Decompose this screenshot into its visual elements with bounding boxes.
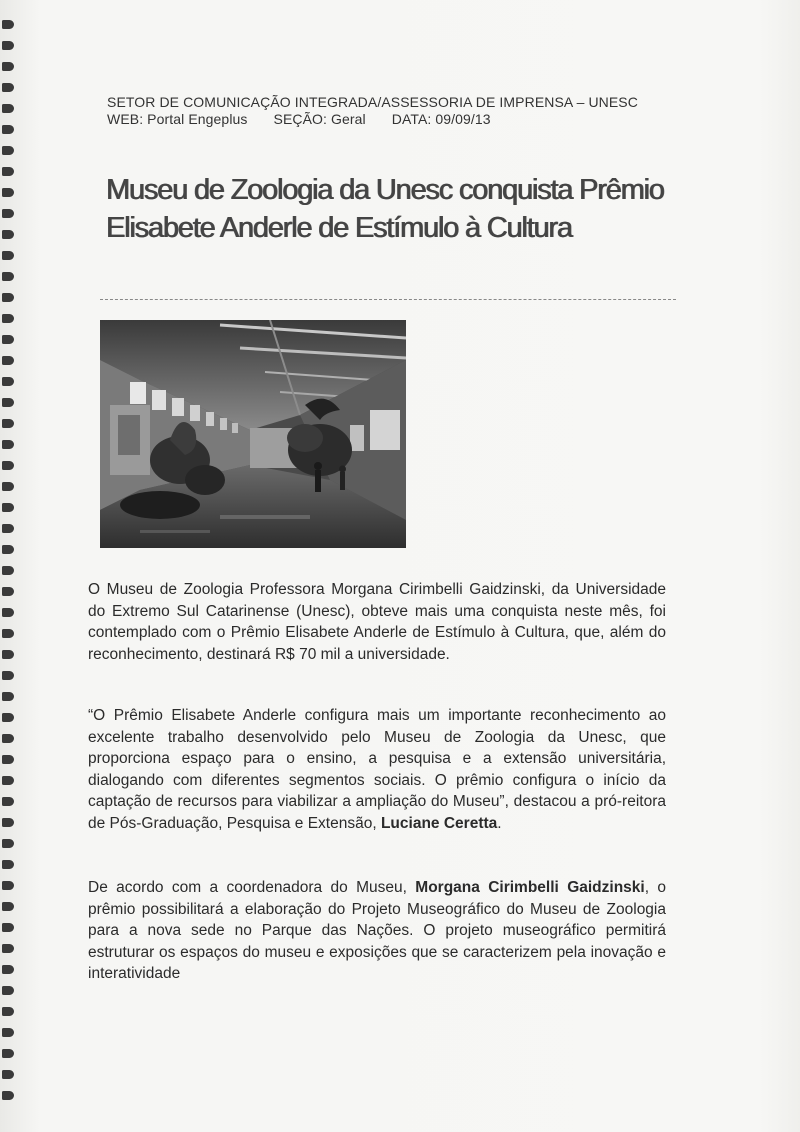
binding-ring bbox=[2, 944, 14, 953]
binding-ring bbox=[2, 188, 14, 197]
binding-ring bbox=[2, 398, 14, 407]
binding-ring bbox=[2, 167, 14, 176]
binding-ring bbox=[2, 860, 14, 869]
quote-text: “O Prêmio Elisabete Anderle configura mais um importante reconhecimento ao excelente trabalho desenvolvido pelo Museu de Zoologia da Unesc, que proporciona espaço para o ensino, a pesquisa e a extensão universitária, dialogando com diferentes segmentos sociais. O prêmio configura o início da captação de recursos para viabilizar a ampliação do Museu”, destacou a pró-reitora de Pós-Graduação, Pesquisa e Extensão, bbox=[88, 707, 666, 832]
binding-ring bbox=[2, 923, 14, 932]
binding-ring bbox=[2, 818, 14, 827]
binding-ring bbox=[2, 608, 14, 617]
binding-ring bbox=[2, 251, 14, 260]
binding-ring bbox=[2, 587, 14, 596]
binding-ring bbox=[2, 146, 14, 155]
binding-ring bbox=[2, 419, 14, 428]
binding-ring bbox=[2, 230, 14, 239]
article-paragraph-1: O Museu de Zoologia Professora Morgana Cirimbelli Gaidzinski, da Universidade do Extremo Sul Catarinense (Unesc), obteve mais uma conquista neste mês, foi contemplado com o Prêmio Elisabete Anderle de Estímulo à Cultura, que, além do reconhecimento, destinará R$ 70 mil a universidade. bbox=[88, 581, 666, 663]
quote-end: . bbox=[497, 814, 502, 832]
binding-ring bbox=[2, 272, 14, 281]
binding-ring bbox=[2, 1028, 14, 1037]
binding-ring bbox=[2, 356, 14, 365]
binding-ring bbox=[2, 377, 14, 386]
header-sector: SETOR DE COMUNICAÇÃO INTEGRADA/ASSESSORIA DE IMPRENSA – UNESC bbox=[107, 94, 638, 110]
quoted-person: Luciane Ceretta bbox=[380, 814, 498, 832]
binding-ring bbox=[2, 776, 14, 785]
binding-ring bbox=[2, 20, 14, 29]
binding-ring bbox=[2, 1007, 14, 1016]
coordinator-name: Morgana Cirimbelli Gaidzinski bbox=[415, 879, 645, 896]
header-meta bbox=[107, 111, 687, 128]
article-paragraph-2 bbox=[88, 705, 666, 834]
binding-ring bbox=[2, 692, 14, 701]
museum-interior-photo-icon bbox=[100, 320, 406, 548]
binding-ring bbox=[2, 545, 14, 554]
binding-ring bbox=[2, 62, 14, 71]
binding-ring bbox=[2, 293, 14, 302]
binding-ring bbox=[2, 209, 14, 218]
binding-ring bbox=[2, 566, 14, 575]
binding-ring bbox=[2, 1049, 14, 1058]
binding-ring bbox=[2, 83, 14, 92]
binding-ring bbox=[2, 839, 14, 848]
binding-ring bbox=[2, 314, 14, 323]
binding-ring bbox=[2, 461, 14, 470]
binding-ring bbox=[2, 734, 14, 743]
binding-ring bbox=[2, 902, 14, 911]
binding-ring bbox=[2, 713, 14, 722]
binding-ring bbox=[2, 629, 14, 638]
binding-ring bbox=[2, 797, 14, 806]
header-date: DATA: 09/09/13 bbox=[391, 111, 491, 127]
header-section: SEÇÃO: Geral bbox=[273, 111, 366, 127]
binding-ring bbox=[2, 986, 14, 995]
binding-ring bbox=[2, 524, 14, 533]
article-title: Museu de Zoologia da Unesc conquista Prêmio Elisabete Anderle de Estímulo à Cultura bbox=[106, 174, 664, 244]
press-header bbox=[107, 94, 687, 128]
spiral-binding bbox=[0, 20, 20, 1120]
binding-ring bbox=[2, 965, 14, 974]
binding-ring bbox=[2, 482, 14, 491]
binding-ring bbox=[2, 1070, 14, 1079]
binding-ring bbox=[2, 650, 14, 659]
binding-ring bbox=[2, 125, 14, 134]
binding-ring bbox=[2, 503, 14, 512]
binding-ring bbox=[2, 881, 14, 890]
binding-ring bbox=[2, 440, 14, 449]
binding-ring bbox=[2, 755, 14, 764]
title-divider bbox=[100, 299, 676, 300]
binding-ring bbox=[2, 104, 14, 113]
article-paragraph-3 bbox=[88, 877, 666, 985]
museum-photo bbox=[100, 320, 406, 548]
paragraph3-rest: , o prêmio possibilitará a elaboração do Projeto Museográfico do Museu de Zoologia para a nova sede no Parque das Nações. O projeto museográfico permitirá estruturar os espaços do museu e exposições que se caracterizem pela inovação e interatividade bbox=[88, 879, 666, 982]
paragraph3-start: De acordo com a coordenadora do Museu, bbox=[88, 879, 407, 896]
binding-ring bbox=[2, 1091, 14, 1100]
binding-ring bbox=[2, 41, 14, 50]
binding-ring bbox=[2, 671, 14, 680]
header-web: WEB: Portal Engeplus bbox=[107, 111, 248, 127]
binding-ring bbox=[2, 335, 14, 344]
